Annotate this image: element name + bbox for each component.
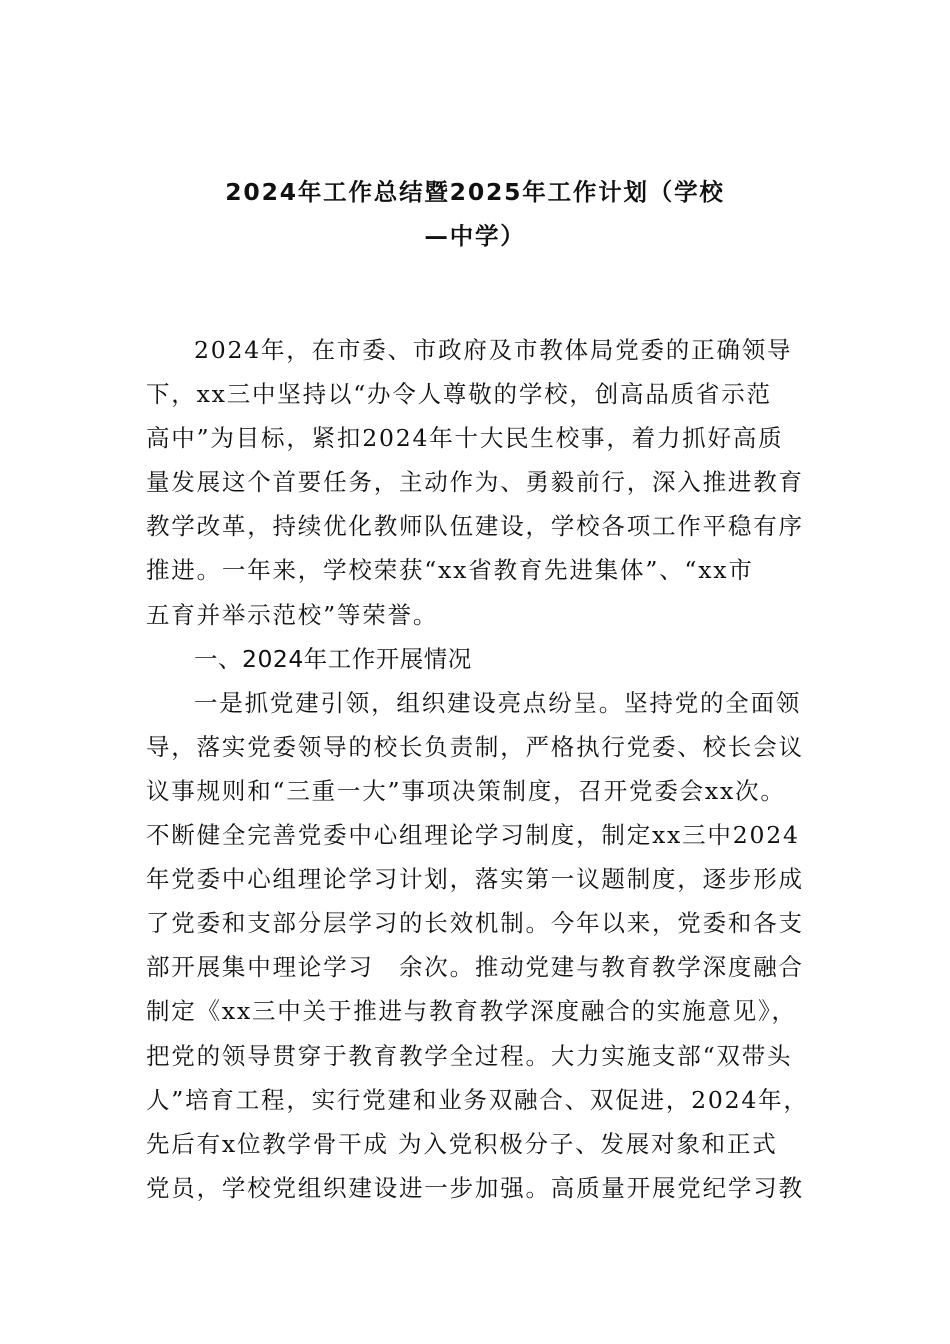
text-line: 制定《xx三中关于推进与教育教学深度融合的实施意见》， — [146, 997, 797, 1026]
section-heading: 一、2024年工作开展情况 — [194, 644, 472, 673]
text-line: 党员，学校党组织建设进一步加强。高质量开展党纪学习教 — [146, 1173, 804, 1202]
text-line: 高中”为目标，紧扣2024年十大民生校事，着力抓好高质 — [146, 424, 784, 453]
text-line: 先后有x位教学骨干成 为入党积极分子、发展对象和正式 — [146, 1129, 778, 1158]
title-line: —中学） — [424, 222, 526, 251]
party-building-paragraph — [146, 681, 816, 1210]
text-line: 推进。一年来，学校荣获“xx省教育先进集体”、“xx市 — [146, 556, 754, 585]
text-line: 量发展这个首要任务，主动作为、勇毅前行，深入推进教育 — [146, 468, 804, 497]
text-line: 不断健全完善党委中心组理论学习制度，制定xx三中2024 — [146, 821, 800, 850]
text-line: 议事规则和“三重一大”事项决策制度，召开党委会xx次。 — [146, 776, 786, 805]
text-line: 了党委和支部分层学习的长效机制。今年以来，党委和各支 — [146, 909, 804, 938]
text-line: 部开展集中理论学习 余次。推动党建与教育教学深度融合 — [146, 953, 804, 982]
text-line: 年党委中心组理论学习计划，落实第一议题制度，逐步形成 — [146, 865, 804, 894]
text-line: 人”培育工程，实行党建和业务双融合、双促进，2024年， — [146, 1085, 809, 1114]
title-line: 2024年工作总结暨2025年工作计划（学校 — [225, 178, 725, 206]
text-line: 把党的领导贯穿于教育教学全过程。大力实施支部“双带头 — [146, 1041, 793, 1070]
intro-paragraph — [146, 328, 816, 637]
text-line: 一是抓党建引领，组织建设亮点纷呈。坚持党的全面领 — [194, 688, 802, 717]
text-line: 五育并举示范校”等荣誉。 — [146, 600, 439, 629]
document-body — [146, 328, 816, 1210]
text-line: 导，落实党委领导的校长负责制，严格执行党委、校长会议 — [146, 732, 804, 761]
document-title — [120, 170, 830, 258]
text-line: 下，xx三中坚持以“办令人尊敬的学校，创高品质省示范 — [146, 380, 772, 409]
text-line: 2024年，在市委、市政府及市教体局党委的正确领导 — [194, 336, 793, 364]
text-line: 教学改革，持续优化教师队伍建设，学校各项工作平稳有序 — [146, 512, 804, 541]
